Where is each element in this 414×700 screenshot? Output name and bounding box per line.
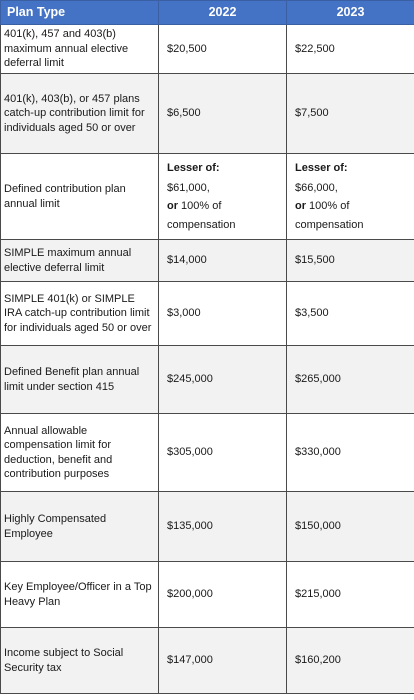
plan-type-cell: Annual allowable compensation limit for deduction, benefit and contribution purposes	[1, 414, 159, 492]
table-row	[1, 25, 414, 74]
value-2022-cell: $14,000	[159, 240, 287, 282]
lesser-of-label: Lesser of:	[167, 162, 220, 174]
header-year-2022: 2022	[159, 1, 287, 25]
percent-text: 100% of	[178, 200, 222, 212]
table-row	[1, 414, 414, 492]
compensation-label: compensation	[295, 218, 364, 231]
plan-type-cell: Income subject to Social Security tax	[1, 628, 159, 694]
or-label: or	[167, 200, 178, 212]
table-row	[1, 492, 414, 562]
value-2023-cell: $215,000	[287, 562, 414, 628]
table-row	[1, 154, 414, 240]
value-2022-cell: $135,000	[159, 492, 287, 562]
table-row	[1, 562, 414, 628]
value-2022-cell: $245,000	[159, 346, 287, 414]
table-row	[1, 282, 414, 346]
value-2022-cell	[159, 154, 287, 240]
table-row	[1, 628, 414, 694]
value-2023-cell: $22,500	[287, 25, 414, 74]
percent-text: 100% of	[306, 200, 350, 212]
limit-amount: $66,000,	[295, 181, 338, 194]
value-2023-cell: $330,000	[287, 414, 414, 492]
plan-type-cell: 401(k), 457 and 403(b) maximum annual elective deferral limit	[1, 25, 159, 74]
plan-type-cell: Key Employee/Officer in a Top Heavy Plan	[1, 562, 159, 628]
value-2022-cell: $147,000	[159, 628, 287, 694]
compensation-label: compensation	[167, 218, 236, 231]
header-plan-type: Plan Type	[1, 1, 159, 25]
value-2022-cell: $305,000	[159, 414, 287, 492]
table-header-row	[1, 1, 414, 25]
value-2022-cell: $20,500	[159, 25, 287, 74]
percent-alternative	[167, 199, 282, 214]
value-2023-cell: $160,200	[287, 628, 414, 694]
table-row	[1, 74, 414, 154]
plan-type-cell: SIMPLE maximum annual elective deferral limit	[1, 240, 159, 282]
plan-type-cell: 401(k), 403(b), or 457 plans catch-up contribution limit for individuals aged 50 or over	[1, 74, 159, 154]
table-row	[1, 346, 414, 414]
value-2023-cell: $7,500	[287, 74, 414, 154]
header-year-2023: 2023	[287, 1, 414, 25]
plan-type-cell: Highly Compensated Employee	[1, 492, 159, 562]
plan-type-cell: SIMPLE 401(k) or SIMPLE IRA catch-up contribution limit for individuals aged 50 or over	[1, 282, 159, 346]
plan-type-cell: Defined Benefit plan annual limit under section 415	[1, 346, 159, 414]
value-2022-cell: $6,500	[159, 74, 287, 154]
value-2023-cell: $15,500	[287, 240, 414, 282]
limit-amount: $61,000,	[167, 181, 210, 194]
value-2022-cell: $3,000	[159, 282, 287, 346]
value-2023-cell: $265,000	[287, 346, 414, 414]
value-2022-cell: $200,000	[159, 562, 287, 628]
value-2023-cell	[287, 154, 414, 240]
value-2023-cell: $3,500	[287, 282, 414, 346]
or-label: or	[295, 200, 306, 212]
plan-type-cell: Defined contribution plan annual limit	[1, 154, 159, 240]
table-row	[1, 240, 414, 282]
lesser-of-label: Lesser of:	[295, 162, 348, 174]
percent-alternative	[295, 199, 410, 214]
value-2023-cell: $150,000	[287, 492, 414, 562]
